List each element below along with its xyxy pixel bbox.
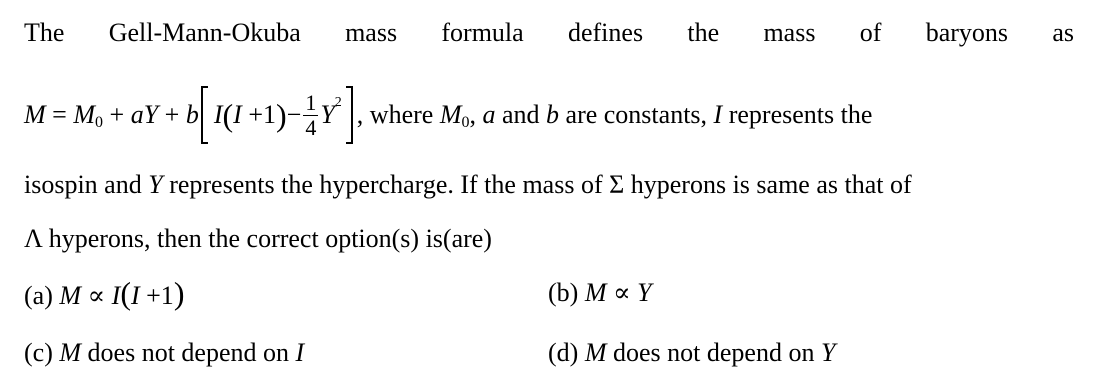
- formula-M0-subscript: 0: [95, 114, 104, 131]
- fraction-one-quarter: [303, 91, 318, 140]
- var-M0-subscript: 0: [461, 114, 470, 131]
- word: Gell-Mann-Okuba: [108, 18, 301, 47]
- proportional-symbol: ∝: [81, 281, 112, 310]
- var-I: I: [130, 281, 140, 310]
- var-I: I: [111, 281, 121, 310]
- paren-close: ): [173, 275, 185, 311]
- word: formula: [441, 18, 524, 47]
- formula-aY: aY: [130, 100, 159, 129]
- option-label: (d): [548, 338, 585, 367]
- word: The: [24, 18, 65, 47]
- word: mass: [763, 18, 816, 47]
- option-label: (c): [24, 338, 60, 367]
- plus-one: +1: [139, 281, 174, 310]
- option-text: does not depend on: [81, 338, 296, 367]
- option-d[interactable]: [548, 338, 835, 368]
- formula-equals: =: [45, 100, 74, 129]
- fraction-denominator: 4: [305, 114, 317, 140]
- var-M: M: [59, 281, 82, 310]
- fraction-numerator: 1: [305, 89, 317, 115]
- lambda-symbol: Λ: [24, 224, 43, 253]
- right-bracket: [346, 86, 353, 144]
- left-bracket: [201, 86, 208, 144]
- var-I: I: [713, 100, 723, 129]
- var-b: b: [546, 100, 560, 129]
- paren-open: (: [120, 275, 131, 311]
- text-represents-the: represents the: [722, 100, 873, 129]
- var-a: a: [482, 100, 496, 129]
- formula-M0: M: [73, 100, 96, 129]
- option-c[interactable]: [24, 338, 304, 368]
- sigma-symbol: Σ: [609, 170, 625, 199]
- question-line-3: [24, 170, 912, 200]
- formula-plus: +: [158, 100, 186, 129]
- word: the: [687, 18, 720, 47]
- var-I: I: [295, 338, 305, 367]
- word: of: [859, 18, 882, 47]
- option-a[interactable]: [24, 275, 185, 311]
- option-text: does not depend on: [606, 338, 821, 367]
- gell-mann-okubo-formula: [24, 86, 357, 144]
- text: represents the hypercharge. If the mass of: [162, 170, 610, 199]
- text: isospin and: [24, 170, 149, 199]
- question-line-2: [24, 86, 1074, 144]
- formula-paren-close: ): [276, 97, 287, 133]
- text: hyperons is same as that of: [624, 170, 912, 199]
- word: defines: [567, 18, 644, 47]
- var-M: M: [584, 338, 607, 367]
- formula-plus: +: [103, 100, 131, 129]
- var-Y: Y: [637, 278, 652, 307]
- question-line-1: [24, 18, 1074, 48]
- proportional-symbol: ∝: [606, 278, 638, 307]
- option-label: (a): [24, 281, 60, 310]
- option-b[interactable]: [548, 278, 652, 308]
- var-M: M: [584, 278, 607, 307]
- var-M0: M: [439, 100, 462, 129]
- word: mass: [345, 18, 398, 47]
- formula-M: M: [24, 100, 46, 129]
- formula-Y-superscript: 2: [334, 95, 342, 110]
- formula-b: b: [185, 100, 199, 129]
- text-and: and: [495, 100, 547, 129]
- formula-plus-one: +1: [241, 100, 276, 129]
- option-label: (b): [548, 278, 585, 307]
- word: baryons: [925, 18, 1009, 47]
- formula-I: I: [233, 100, 242, 129]
- var-Y: Y: [820, 338, 836, 367]
- comma: ,: [469, 100, 483, 129]
- formula-I: I: [213, 100, 223, 129]
- formula-Y: Y: [320, 100, 335, 129]
- word: as: [1052, 18, 1074, 47]
- text-are-constants: are constants,: [559, 100, 714, 129]
- var-Y: Y: [148, 170, 163, 199]
- question-line-4: [24, 224, 492, 254]
- formula-minus: −: [286, 100, 302, 129]
- text: hyperons, then the correct option(s) is(are): [42, 224, 492, 253]
- var-M: M: [59, 338, 82, 367]
- comma-where: , where: [356, 100, 440, 129]
- formula-paren-open: (: [222, 97, 234, 133]
